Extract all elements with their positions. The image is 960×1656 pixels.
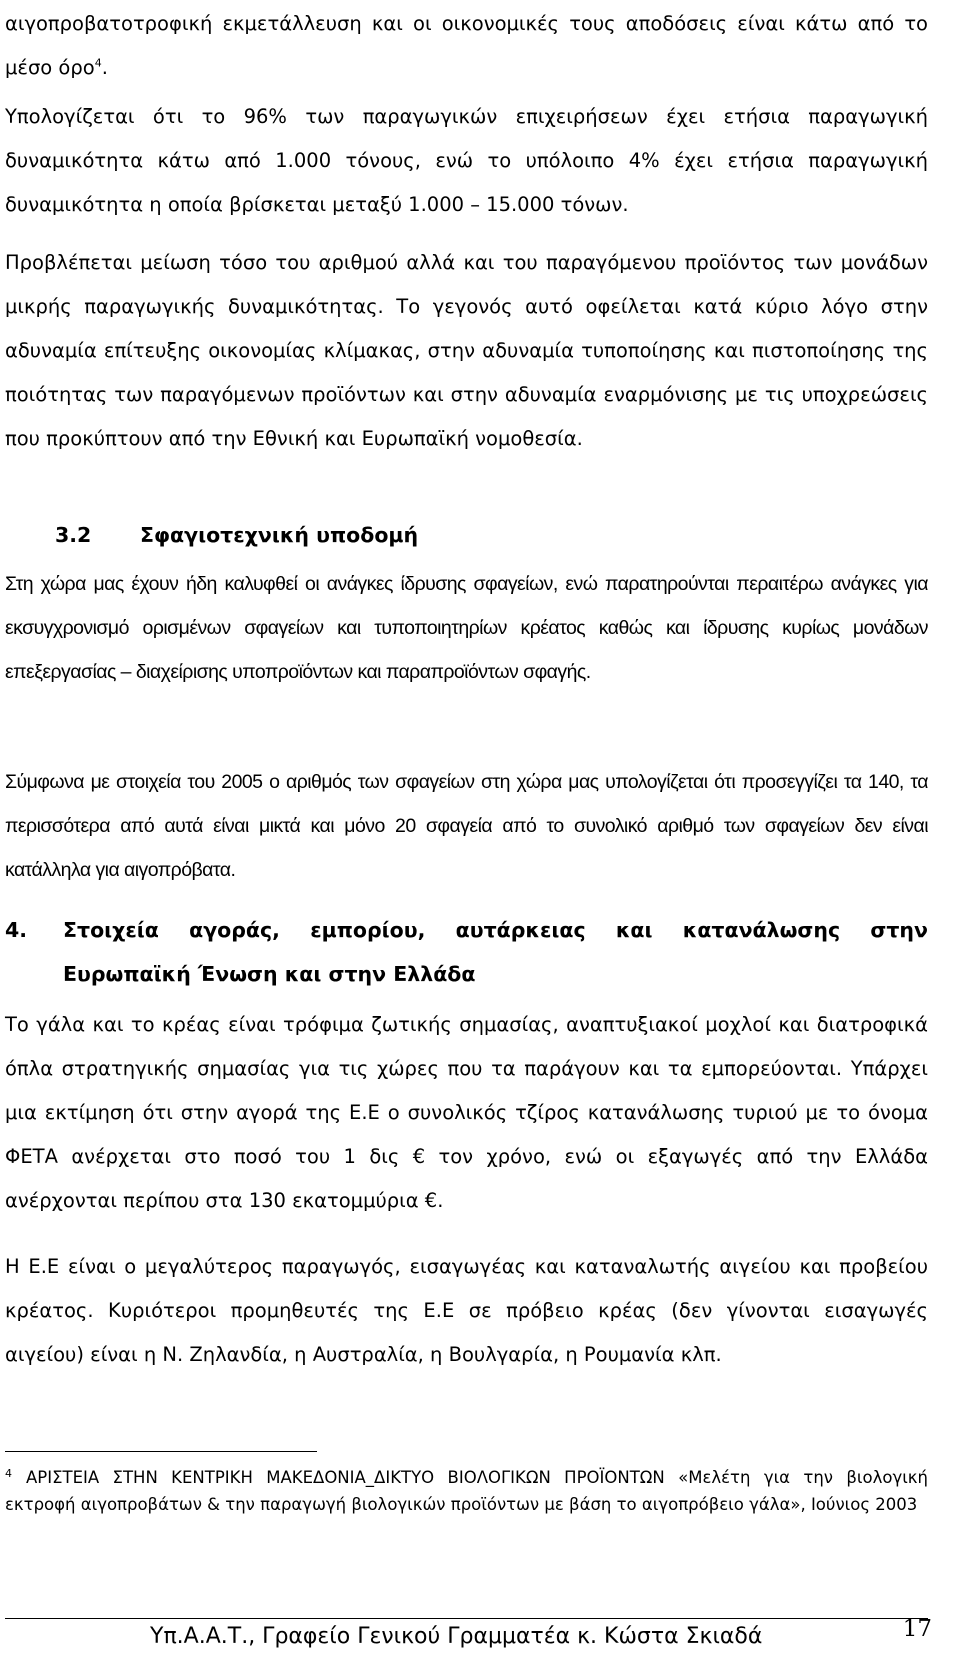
paragraph-text: αιγοπροβατοτροφική εκμετάλλευση και οι οικονομικές τους αποδόσεις είναι κάτω από το μέσο όρο [5, 12, 928, 79]
running-footer: Υπ.Α.Α.Τ., Γραφείο Γενικού Γραμματέα κ. Κώστα Σκιαδά [150, 1624, 763, 1649]
paragraph-slaughterhouse-needs: Στη χώρα μας έχουν ήδη καλυφθεί οι ανάγκες ίδρυσης σφαγείων, ενώ παρατηρούνται περαιτέρω ανάγκες για εκσυγχρονισμό ορισμένων σφαγείων και τυποποιητηρίων κρέατος καθώς και ίδρυσης κυρίως μονάδων επεξεργασίας – διαχείρισης υποπροϊόντων και παραπροϊόντων σφαγής. [5, 573, 928, 683]
paragraph-forecast-reduction: Προβλέπεται μείωση τόσο του αριθμού αλλά και του παραγόμενου προϊόντος των μονάδων μικρής παραγωγικής δυναμικότητας. Το γεγονός αυτό οφείλεται κατά κύριο λόγο στην αδυναμία επίτευξης οικονομίας κλίμακας, στην αδυναμία τυποποίησης και πιστοποίησης της ποιότητας των παραγόμενων προϊόντων και στην αδυναμία εναρμόνισης με τις υποχρεώσεις που προκύπτουν από την Εθνική και Ευρωπαϊκή νομοθεσία. [5, 251, 928, 450]
footnote-separator [5, 1451, 317, 1452]
section-title-line-2: Ευρωπαϊκή Ένωση και στην Ελλάδα [63, 962, 476, 986]
footnote-number: 4 [5, 1466, 12, 1480]
section-heading-3-2 [5, 513, 418, 557]
section-title-line-1 [5, 908, 928, 952]
footnote-text: ΑΡΙΣΤΕΙΑ ΣΤΗΝ ΚΕΝΤΡΙΚΗ ΜΑΚΕΔΟΝΙΑ_ΔΙΚΤΥΟ ΒΙΟΛΟΓΙΚΩΝ ΠΡΟΪΟΝΤΩΝ «Μελέτη για την βιολογική εκτροφή αιγοπροβάτων & την παραγωγή βιολογικών προϊόντων με βάση το αιγοπρόβειο γάλα», Ιούνιος 2003 [5, 1468, 928, 1514]
paragraph-milk-meat-market: Το γάλα και το κρέας είναι τρόφιμα ζωτικής σημασίας, αναπτυξιακοί μοχλοί και διατροφικά όπλα στρατηγικής σημασίας για τις χώρες που τα παράγουν και τα εμπορεύονται. Υπάρχει μια εκτίμηση ότι στην αγορά της Ε.Ε ο συνολικός τζίρος κατανάλωσης τυριού με το όνομα ΦΕΤΑ ανέρχεται στο ποσό του 1 δις € τον χρόνο, ενώ οι εξαγωγές από την Ελλάδα ανέρχονται περίπου στα 130 εκατομμύρια €. [5, 1013, 928, 1212]
footer-rule [5, 1618, 928, 1619]
footnote-reference[interactable]: 4 [94, 56, 102, 70]
section-title: Σφαγιοτεχνική υποδομή [140, 523, 419, 547]
section-number: 3.2 [55, 523, 92, 547]
page-number: 17 [902, 1616, 932, 1642]
paragraph-eu-producer: Η Ε.Ε είναι ο μεγαλύτερος παραγωγός, εισαγωγέας και καταναλωτής αιγείου και προβείου κρέατος. Κυριότεροι προμηθευτές της Ε.Ε σε πρόβειο κρέας (δεν γίνονται εισαγωγές αιγείου) είναι η Ν. Ζηλανδία, η Αυστραλία, η Βουλγαρία, η Ρουμανία κλπ. [5, 1255, 928, 1366]
footnote [5, 1464, 928, 1518]
paragraph-slaughterhouse-count: Σύμφωνα με στοιχεία του 2005 ο αριθμός των σφαγείων στη χώρα μας υπολογίζεται ότι προσεγγίζει τα 140, τα περισσότερα από αυτά είναι μικτά και μόνο 20 σφαγεία από το συνολικό αριθμό των σφαγείων δεν είναι κατάλληλα για αιγοπρόβατα. [5, 771, 928, 881]
paragraph-production-capacity: Υπολογίζεται ότι το 96% των παραγωγικών επιχειρήσεων έχει ετήσια παραγωγική δυναμικότητα κάτω από 1.000 τόνους, ενώ το υπόλοιπο 4% έχει ετήσια παραγωγική δυναμικότητα η οποία βρίσκεται μεταξύ 1.000 – 15.000 τόνων. [5, 105, 928, 216]
section-title-text: Στοιχεία αγοράς, εμπορίου, αυτάρκειας και κατανάλωσης στην [63, 918, 928, 942]
section-heading-4 [5, 908, 928, 996]
paragraph-production-average: αιγοπροβατοτροφική εκμετάλλευση και οι οικονομικές τους αποδόσεις είναι κάτω από το μέσο όρο$^4$. [5, 12, 928, 79]
section-number: 4. [5, 918, 28, 942]
